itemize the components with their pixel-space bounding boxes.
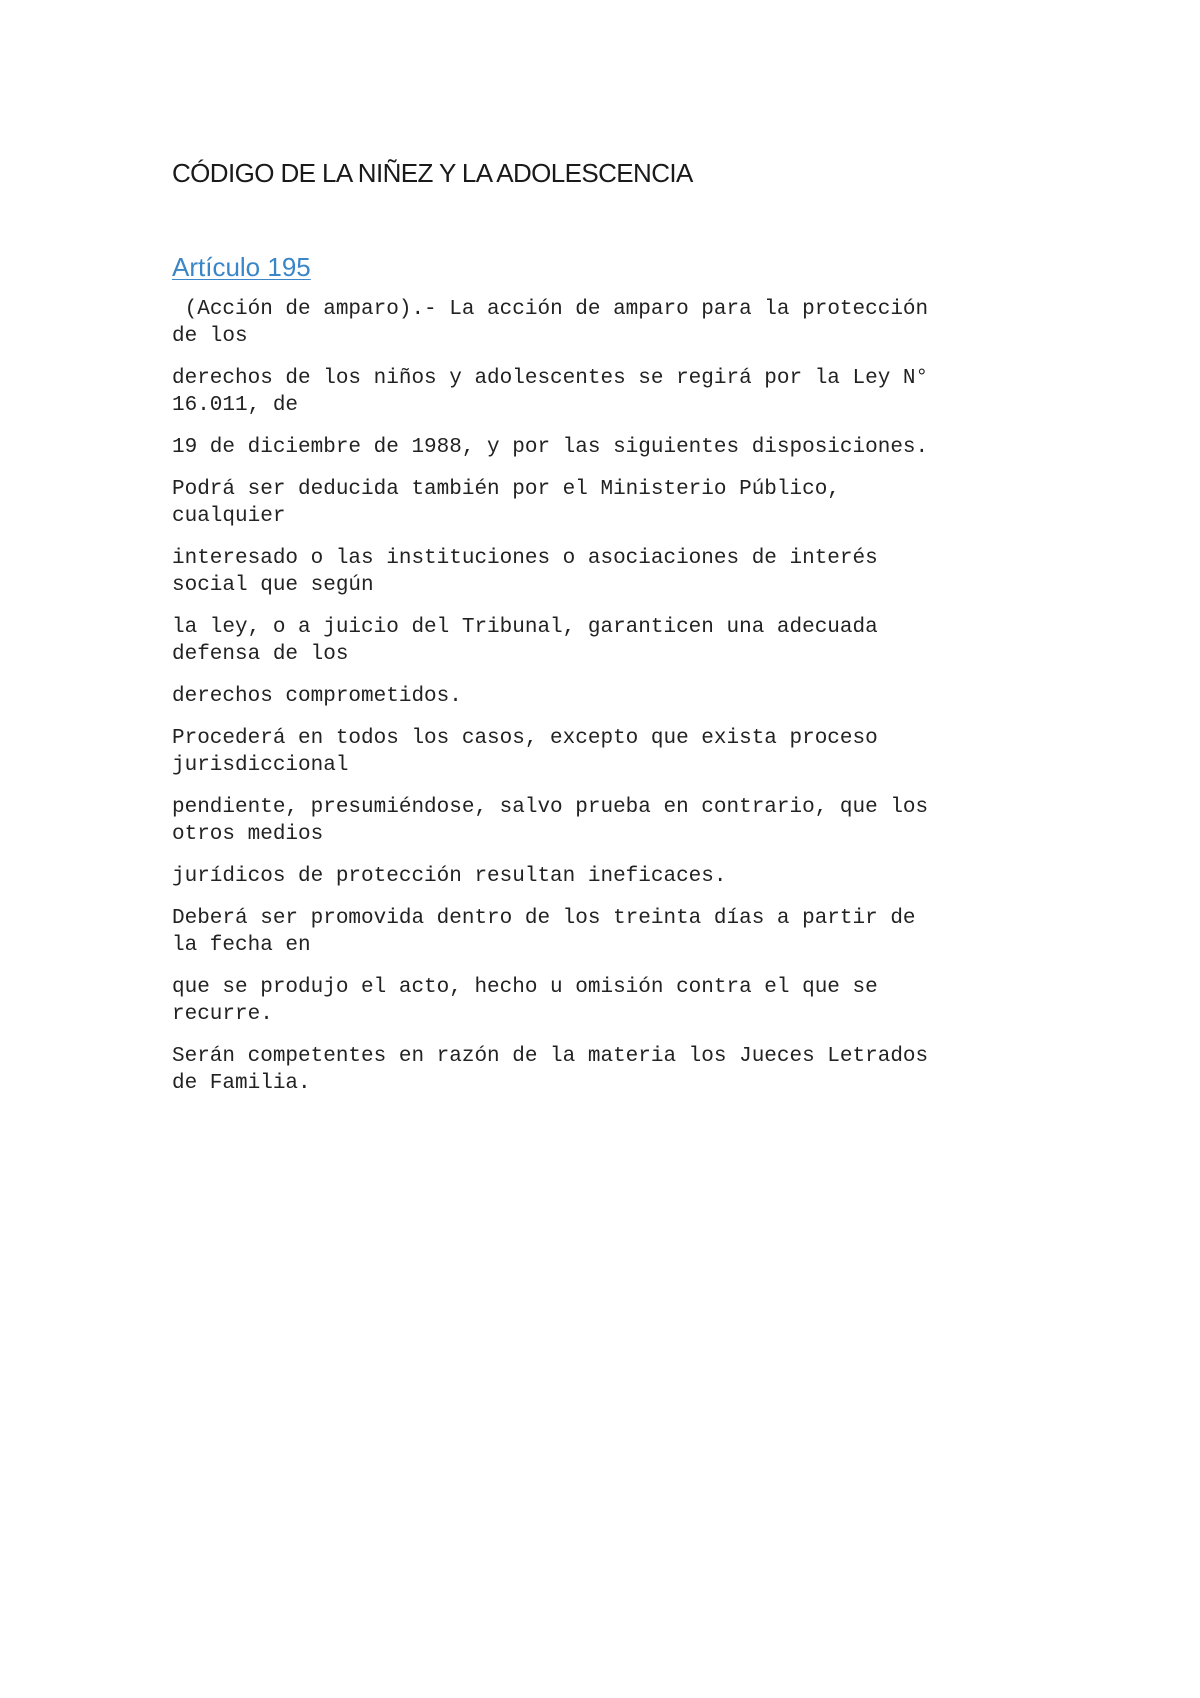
article-paragraph: derechos comprometidos. xyxy=(172,685,462,708)
article-paragraph: Deberá ser promovida dentro de los treinta días a partir de la fecha en xyxy=(172,907,916,957)
document-title: CÓDIGO DE LA NIÑEZ Y LA ADOLESCENCIA xyxy=(172,158,693,188)
article-heading-link[interactable]: Artículo 195 xyxy=(172,252,311,282)
article-paragraph: Podrá ser deducida también por el Ministerio Público, cualquier xyxy=(172,478,840,528)
article-paragraph: derechos de los niños y adolescentes se regirá por la Ley N° 16.011, de xyxy=(172,367,929,417)
article-paragraph: que se produjo el acto, hecho u omisión contra el que se recurre. xyxy=(172,976,878,1026)
article-paragraph: 19 de diciembre de 1988, y por las siguientes disposiciones. xyxy=(172,436,929,459)
article-paragraph: jurídicos de protección resultan ineficaces. xyxy=(172,865,727,888)
article-paragraph: pendiente, presumiéndose, salvo prueba en contrario, que los otros medios xyxy=(172,796,929,846)
article-paragraph: Serán competentes en razón de la materia los Jueces Letrados de Familia. xyxy=(172,1045,929,1095)
article-paragraph: interesado o las instituciones o asociaciones de interés social que según xyxy=(172,547,878,597)
article-body xyxy=(172,296,1032,1112)
article-paragraph: la ley, o a juicio del Tribunal, garanticen una adecuada defensa de los xyxy=(172,616,878,666)
article-paragraph: (Acción de amparo).- La acción de amparo para la protección de los xyxy=(172,298,929,348)
article-paragraph: Procederá en todos los casos, excepto que exista proceso jurisdiccional xyxy=(172,727,878,777)
